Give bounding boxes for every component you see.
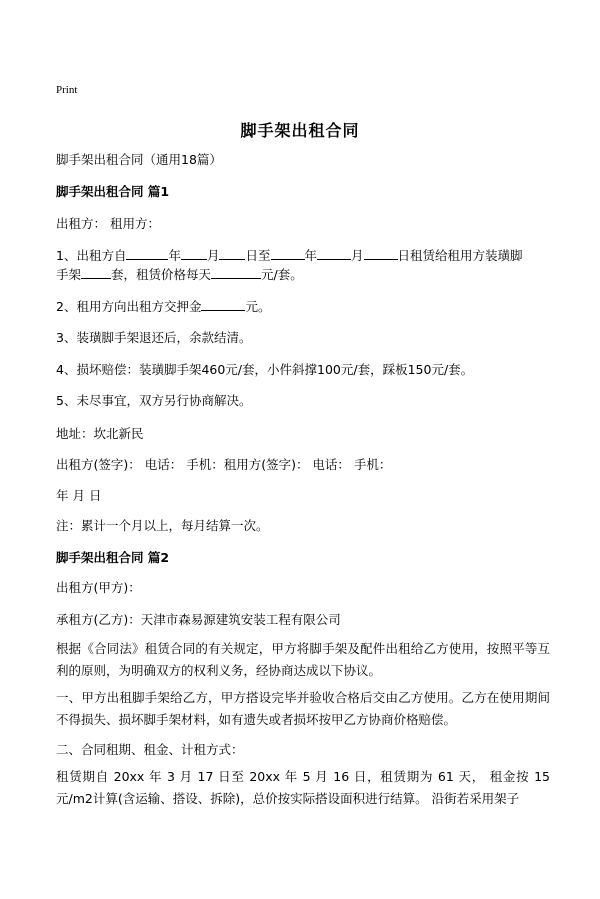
- blank-line: [211, 266, 261, 279]
- blank-line: [364, 247, 398, 260]
- print-label: Print: [56, 84, 78, 96]
- section1-clause1-line2: [56, 266, 303, 283]
- clause1-price-label: 套，租赁价格每天: [111, 267, 212, 282]
- blank-line: [81, 266, 111, 279]
- section1-date: 年 月 日: [56, 488, 102, 503]
- clause1-text-start: 1、出租方自: [56, 248, 127, 263]
- section1-heading: 脚手架出租合同 篇1: [56, 184, 170, 199]
- section2-item1: 一、甲方出租脚手架给乙方，甲方搭设完毕并验收合格后交由乙方使用。乙方在使用期间不得损失、损坏脚手架材料，如有遗失或者损坏按甲乙方协商价格赔偿。: [56, 690, 550, 727]
- clause1-month-label: 月: [206, 248, 220, 263]
- clause1-unit-label: 元/套。: [261, 267, 303, 282]
- clause1-year2-label: 年: [304, 248, 318, 263]
- section1-clause5: 5、未尽事宜，双方另行协商解决。: [56, 393, 252, 408]
- blank-line: [317, 247, 351, 260]
- section1-clause4: 4、损坏赔偿：装璜脚手架460元/套，小件斜撑100元/套，踩板150元/套。: [56, 362, 474, 377]
- section2-lessee: 承租方(乙方)：天津市森易源建筑安装工程有限公司: [56, 612, 341, 627]
- section2-item3: 租赁期自 20xx 年 3 月 17 日至 20xx 年 5 月 16 日，租赁期为 61 天， 租金按 15 元/m2计算(含运输、搭设、拆除)，总价按实际搭设面积进行结算。 沿街若采用架子: [56, 769, 550, 806]
- clause2-text: 2、租用方向出租方交押金: [56, 299, 202, 314]
- clause1-year-label: 年: [168, 248, 181, 263]
- section1-clause2: [56, 298, 270, 315]
- section1-signatures: 出租方(签字)： 电话： 手机：租用方(签字)： 电话： 手机：: [56, 457, 392, 472]
- blank-line: [271, 247, 305, 260]
- blank-line: [201, 298, 245, 311]
- clause1-scaffold-label: 手架: [56, 267, 82, 282]
- section1-clause3: 3、装璜脚手架退还后，余款结清。: [56, 330, 252, 345]
- section2-heading: 脚手架出租合同 篇2: [56, 550, 170, 565]
- section1-note: 注：累计一个月以上，每月结算一次。: [56, 518, 269, 533]
- page-title: 脚手架出租合同: [240, 121, 360, 140]
- blank-line: [126, 247, 168, 260]
- section1-address: 地址：坎北新民: [56, 426, 144, 441]
- clause1-day-to-label: 日至: [245, 248, 271, 263]
- clause2-unit: 元。: [245, 299, 271, 314]
- section2-intro: 根据《合同法》租赁合同的有关规定，甲方将脚手架及配件出租给乙方使用，按照平等互利的原则，为明确双方的权利义务，经协商达成以下协议。: [56, 641, 550, 678]
- document-subtitle: 脚手架出租合同（通用18篇）: [56, 152, 222, 167]
- blank-line: [219, 247, 245, 260]
- section2-item2: 二、合同租期、租金、计租方式：: [56, 742, 244, 757]
- section1-clause1-line1: [56, 247, 523, 264]
- blank-line: [181, 247, 207, 260]
- section2-lessor: 出租方(甲方)：: [56, 580, 141, 595]
- section1-parties: 出租方： 租用方：: [56, 216, 160, 231]
- clause1-text-end: 日租赁给租用方装璜脚: [397, 248, 523, 263]
- clause1-month2-label: 月: [351, 248, 364, 263]
